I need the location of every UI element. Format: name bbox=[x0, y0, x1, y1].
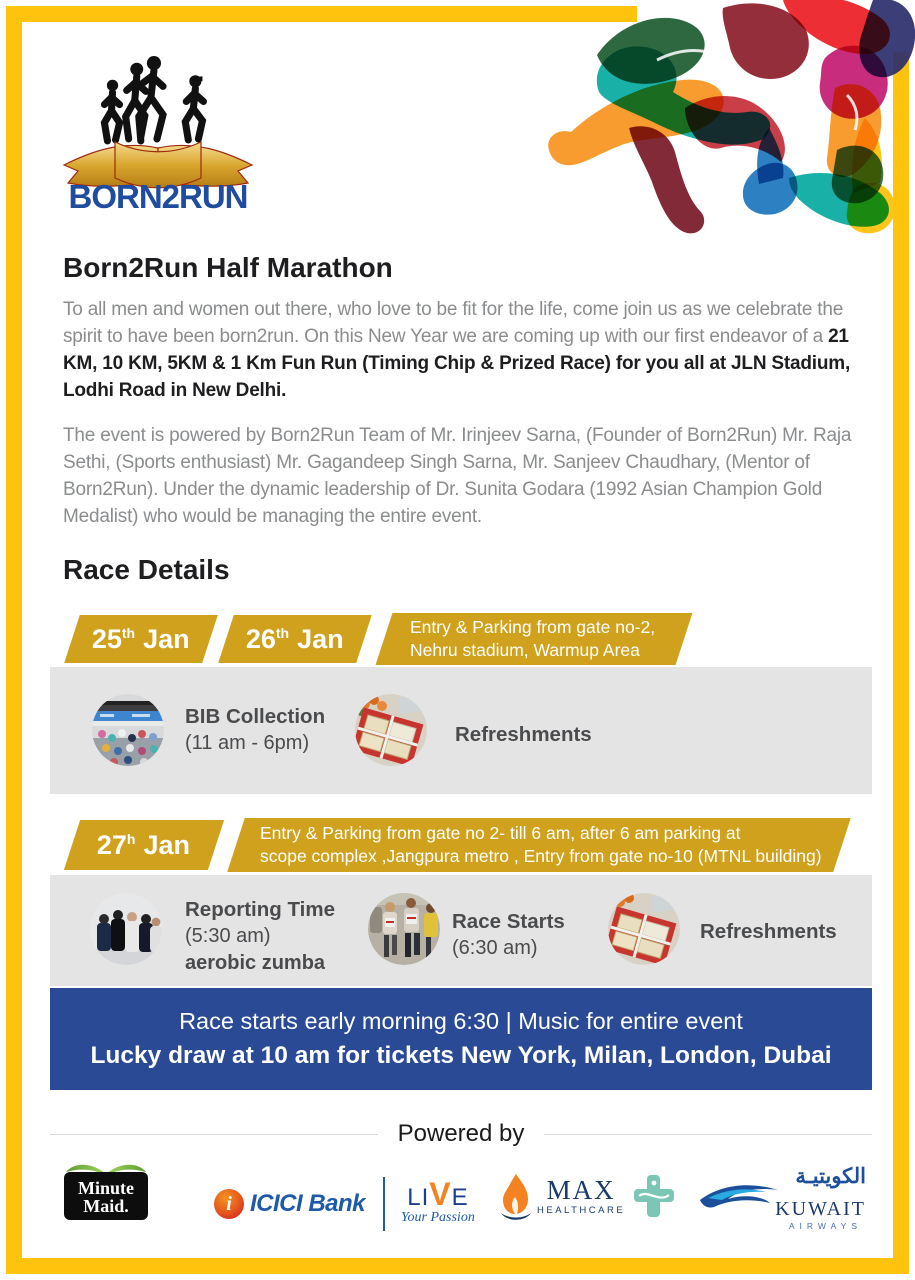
badge-day: 26 bbox=[246, 623, 277, 654]
badge-day-suffix: th bbox=[276, 624, 290, 641]
page-title: Born2Run Half Marathon bbox=[63, 252, 393, 283]
date-badge-inner bbox=[92, 624, 190, 655]
item-subtitle: (6:30 am) bbox=[452, 937, 538, 959]
banner-line-2: Lucky draw at 10 am for tickets New York, Milan, London, Dubai bbox=[90, 1042, 832, 1069]
race-item bbox=[452, 908, 565, 962]
race-details-heading: Race Details bbox=[63, 554, 230, 585]
race-day-section-2 bbox=[50, 875, 872, 986]
info-line-1: Entry & Parking from gate no-2, bbox=[410, 617, 656, 637]
race-starts-photo bbox=[368, 893, 440, 965]
icici-name: ICICI Bank bbox=[250, 1190, 366, 1217]
entry-info-lines bbox=[236, 822, 822, 868]
badge-day: 25 bbox=[92, 623, 123, 654]
banner-line-1: Race starts early morning 6:30 | Music for entire event bbox=[179, 1008, 743, 1034]
max-healthcare-logo bbox=[500, 1172, 675, 1220]
live-wordmark bbox=[401, 1175, 475, 1212]
team-paragraph: The event is powered by Born2Run Team of Mr. Irinjeev Sarna, (Founder of Born2Run) Mr. Raja Sethi, (Sports enthusiast) Mr. Gagandeep Singh Sarna, Mr. Sanjeev Chaudhary, (Mentor of Born2Run). Under the dynamic leadership of Dr. Sunita Godara (1992 Asian Champion Gold Medalist) who would be managing the entire event. bbox=[63, 425, 852, 527]
kuwait-arabic-name: الكويتيـة bbox=[795, 1165, 866, 1188]
item-subtitle: (11 am - 6pm) bbox=[185, 732, 310, 754]
badge-day: 27 bbox=[97, 829, 128, 860]
born2run-logo bbox=[60, 52, 256, 232]
live-v: V bbox=[429, 1175, 452, 1212]
announcement-banner bbox=[50, 988, 872, 1090]
minute-maid-line2: Maid. bbox=[83, 1196, 129, 1216]
live-e: E bbox=[451, 1183, 469, 1211]
reporting-time-photo bbox=[90, 893, 162, 965]
info-line-2: Nehru stadium, Warmup Area bbox=[410, 640, 640, 660]
max-flame-icon bbox=[500, 1172, 532, 1220]
divider-line-left bbox=[50, 1134, 378, 1135]
running-family-silhouette-icon bbox=[98, 52, 220, 148]
badge-month: Jan bbox=[143, 623, 190, 654]
item-title: BIB Collection bbox=[185, 705, 326, 728]
date-badge-27-jan bbox=[64, 820, 224, 870]
item-title: Race Starts bbox=[452, 910, 565, 933]
minute-maid-logo bbox=[62, 1160, 150, 1222]
live-tagline: Your Passion bbox=[401, 1209, 475, 1225]
info-line-2: scope complex ,Jangpura metro , Entry from gate no-10 (MTNL building) bbox=[260, 846, 822, 866]
info-line-1: Entry & Parking from gate no 2- till 6 am, after 6 am parking at bbox=[260, 823, 741, 843]
item-extra: aerobic zumba bbox=[185, 952, 326, 974]
live-your-passion bbox=[401, 1175, 475, 1226]
live-li: LI bbox=[407, 1183, 430, 1211]
item-title: Reporting Time bbox=[185, 898, 335, 921]
minute-maid-line1: Minute bbox=[78, 1178, 134, 1198]
max-subtitle: HEALTHCARE bbox=[537, 1204, 626, 1216]
max-name: MAX bbox=[546, 1174, 616, 1205]
intro-paragraph bbox=[63, 296, 863, 404]
race-day-section-1 bbox=[50, 667, 872, 794]
refreshments-photo-2 bbox=[608, 893, 680, 965]
divider-line-right bbox=[544, 1134, 872, 1135]
item-title: Refreshments bbox=[700, 920, 837, 943]
race-item bbox=[455, 722, 592, 748]
kuwait-subtitle: AIRWAYS bbox=[788, 1221, 862, 1231]
powered-by-section bbox=[50, 1120, 872, 1148]
logo-wordmark: BORN2RUN bbox=[68, 178, 248, 215]
entry-info-badge-row1 bbox=[376, 613, 693, 665]
item-subtitle: (5:30 am) bbox=[185, 925, 271, 947]
intro-text-bold: 21 KM, 10 KM, 5KM & 1 Km Fun Run (Timing Chip & Prized Race) for you all at JLN Stadium, Lodhi Road in New Delhi. bbox=[63, 326, 851, 401]
badge-month: Jan bbox=[297, 623, 344, 654]
kuwait-airways-logo bbox=[698, 1164, 866, 1234]
icici-i-icon: i bbox=[214, 1189, 244, 1219]
race-item bbox=[185, 704, 325, 756]
powered-by-label: Powered by bbox=[397, 1120, 525, 1147]
badge-day-suffix: h bbox=[127, 830, 137, 847]
date-badge-26-jan bbox=[218, 615, 372, 663]
entry-info-badge-row2 bbox=[227, 818, 851, 872]
race-item bbox=[700, 919, 837, 945]
badge-day-suffix: th bbox=[122, 624, 136, 641]
badge-month: Jan bbox=[144, 829, 191, 860]
refreshments-photo bbox=[355, 694, 427, 766]
max-cross-icon bbox=[633, 1173, 675, 1219]
kuwait-name: KUWAIT bbox=[775, 1198, 866, 1220]
kuwait-bird-icon bbox=[698, 1182, 780, 1210]
divider-bar bbox=[383, 1177, 385, 1231]
bib-collection-photo bbox=[92, 694, 164, 766]
date-badge-inner bbox=[246, 624, 344, 655]
item-title: Refreshments bbox=[455, 723, 592, 746]
icici-bank-logo bbox=[214, 1176, 475, 1232]
race-item bbox=[185, 896, 335, 977]
entry-info-lines bbox=[384, 616, 655, 662]
date-badge-25-jan bbox=[64, 615, 218, 663]
intro-text: To all men and women out there, who love to be fit for the life, come join us as we celebrate the spirit to have been born2run. On this New Year we are coming up with our first endeavor of a bbox=[63, 299, 844, 347]
date-badge-inner bbox=[97, 830, 190, 861]
max-name-column bbox=[537, 1174, 626, 1216]
